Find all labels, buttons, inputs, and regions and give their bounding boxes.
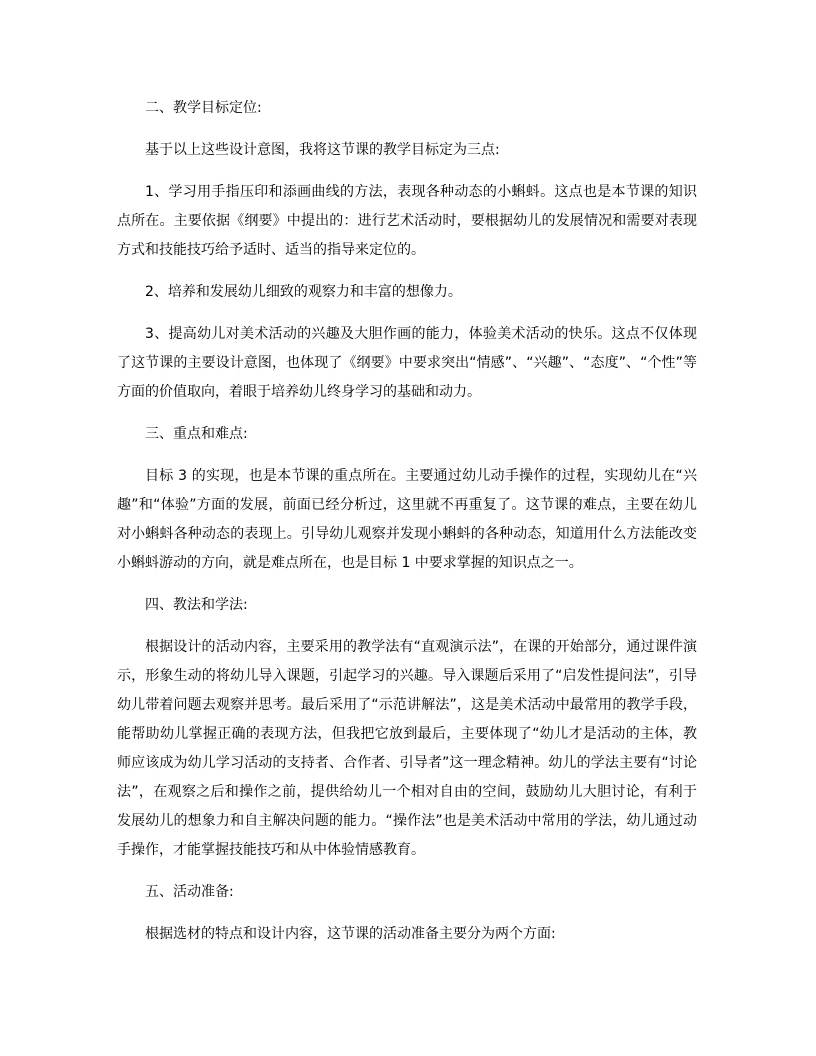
- paragraph-goals-intro: 基于以上这些设计意图，我将这节课的教学目标定为三点:: [145, 142, 500, 158]
- section-heading-key-points: 三、重点和难点:: [145, 426, 248, 442]
- paragraph-goal-1: 1、学习用手指压印和添画曲线的方法，表现各种动态的小蝌蚪。这点也是本节课的知识点所在。主要依据《纲要》中提出的：进行艺术活动时，要根据幼儿的发展情况和需要对表现方式和技能技巧给予适时、适当的指导来定位的。: [117, 184, 697, 258]
- paragraph-goal-3: 3、提高幼儿对美术活动的兴趣及大胆作画的能力，体验美术活动的快乐。这点不仅体现了这节课的主要设计意图，也体现了《纲要》中要求突出“情感”、“兴趣”、“态度”、“个性”等方面的价值取向，着眼于培养幼儿终身学习的基础和动力。: [117, 326, 697, 400]
- paragraph-goal-2: 2、培养和发展幼儿细致的观察力和丰富的想像力。: [145, 284, 462, 300]
- section-heading-preparation: 五、活动准备:: [145, 884, 234, 900]
- paragraph-key-points: 目标 3 的实现，也是本节课的重点所在。主要通过幼儿动手操作的过程，实现幼儿在“兴趣”和“体验”方面的发展，前面已经分析过，这里就不再重复了。这节课的难点，主要在幼儿对小蝌蚪各种动态的表现上。引导幼儿观察并发现小蝌蚪的各种动态，知道用什么方法能改变小蝌蚪游动的方向，就是难点所在，也是目标 1 中要求掌握的知识点之一。: [117, 468, 697, 571]
- document-body: [117, 94, 697, 949]
- section-heading-teaching-goals: 二、教学目标定位:: [145, 100, 262, 116]
- paragraph-preparation: 根据选材的特点和设计内容，这节课的活动准备主要分为两个方面:: [145, 926, 556, 942]
- section-heading-methods: 四、教法和学法:: [145, 597, 248, 613]
- paragraph-methods: 根据设计的活动内容，主要采用的教学法有“直观演示法”，在课的开始部分，通过课件演示，形象生动的将幼儿导入课题，引起学习的兴趣。导入课题后采用了“启发性提问法”，引导幼儿带着问题去观察并思考。最后采用了“示范讲解法”，这是美术活动中最常用的教学手段，能帮助幼儿掌握正确的表现方法，但我把它放到最后，主要体现了“幼儿才是活动的主体，教师应该成为幼儿学习活动的支持者、合作者、引导者”这一理念精神。幼儿的学法主要有“讨论法”，在观察之后和操作之前，提供给幼儿一个相对自由的空间，鼓励幼儿大胆讨论，有利于发展幼儿的想象力和自主解决问题的能力。“操作法”也是美术活动中常用的学法，幼儿通过动手操作，才能掌握技能技巧和从中体验情感教育。: [117, 639, 697, 858]
